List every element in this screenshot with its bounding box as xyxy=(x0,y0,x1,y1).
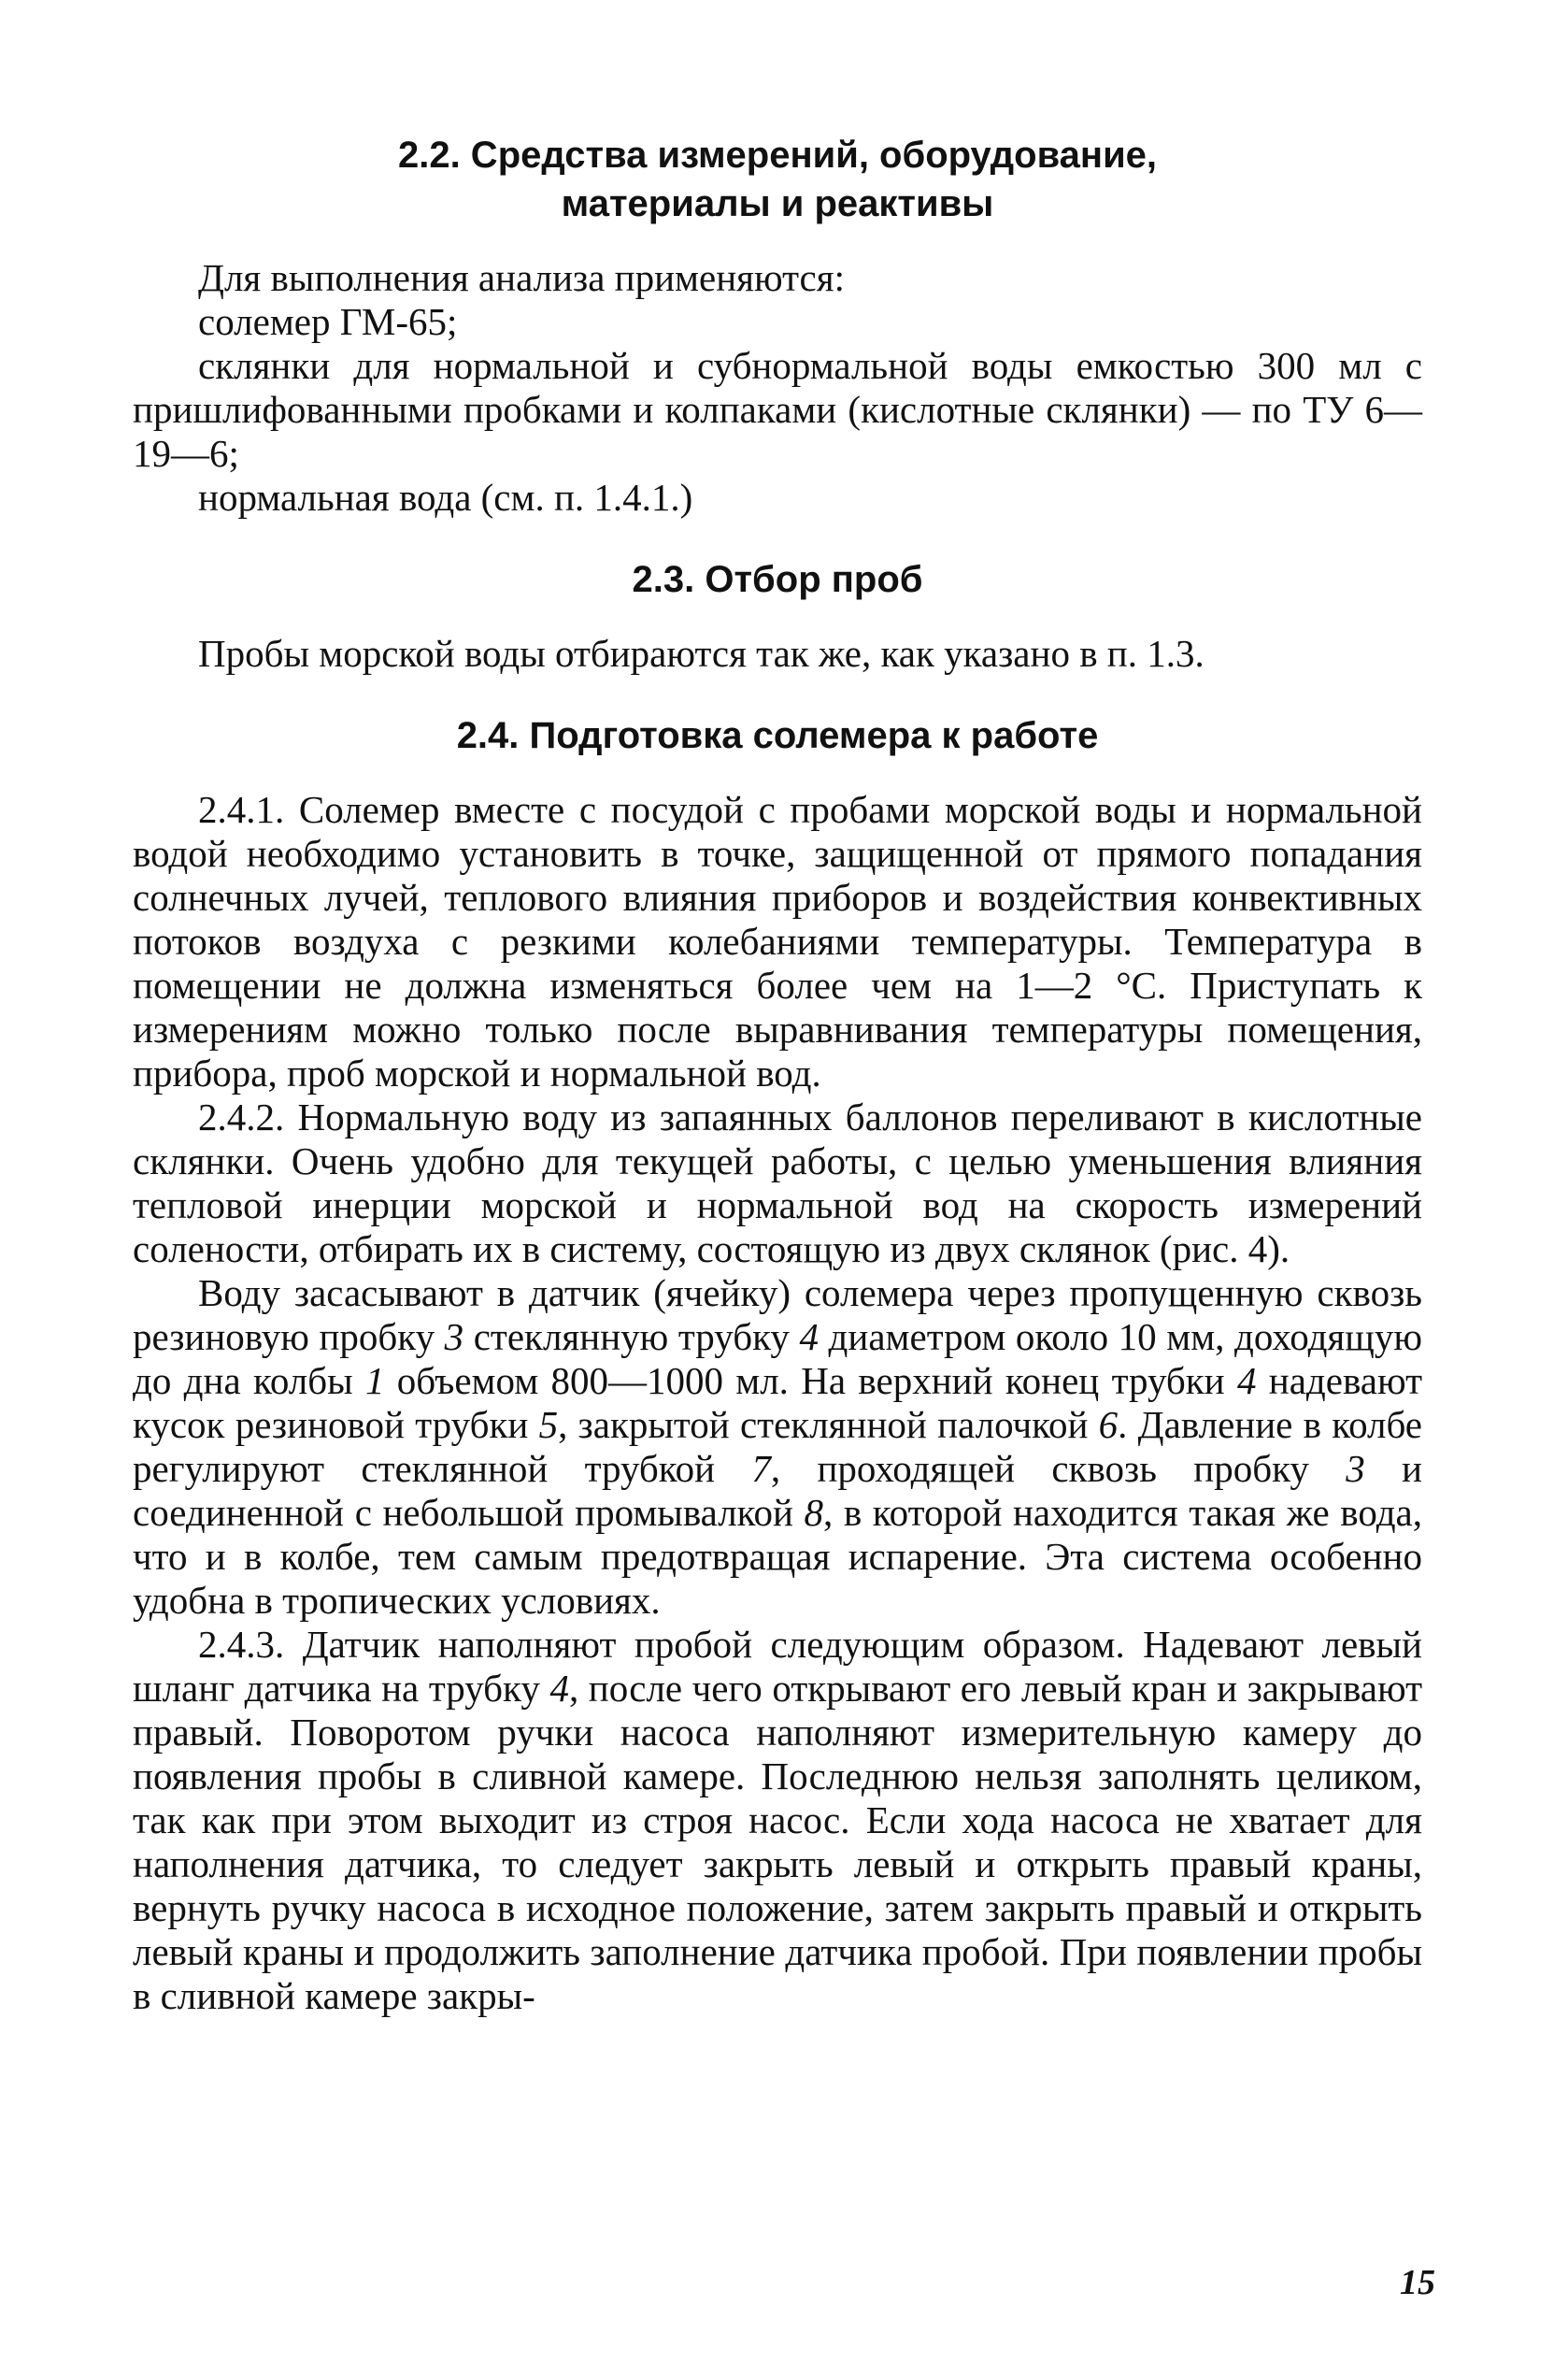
ref-number: 4 xyxy=(1236,1359,1257,1402)
section-2-2-heading-line1: 2.2. Средства измерений, оборудование, xyxy=(397,135,1158,176)
ref-number: 1 xyxy=(364,1359,385,1402)
section-2-2-heading-line2: материалы и реактивы xyxy=(561,183,994,224)
ref-number: 7 xyxy=(751,1447,771,1490)
section-2-3-text: Пробы морской воды отбираются так же, как указано в п. 1.3. xyxy=(198,632,1205,675)
section-2-4-heading: 2.4. Подготовка солемера к работе xyxy=(456,715,1099,756)
ref-number: 3 xyxy=(444,1315,464,1358)
section-2-2-intro: Для выполнения анализа применяются: xyxy=(198,256,845,299)
ref-number: 4 xyxy=(549,1667,569,1710)
paragraph-2-4-3: 2.4.3. Датчик наполняют пробой следующим образом. Надевают левый шланг датчика на трубку 4, после чего открывают его левый кран и закрывают правый. Поворотом ручки насоса наполняют измерительную камеру до появления пробы в сливной камере. Последнюю нельзя заполнять целиком, так как при этом выходит из строя насос. Если хода насоса не хватает для наполнения датчика, то следует закрыть левый и открыть правый краны, вернуть ручку насоса в исходное положение, затем закрыть правый и открыть левый краны и продолжить заполнение датчика пробой. При появлении пробы в сливной камере закры- xyxy=(133,1623,1422,2017)
equipment-item-normal-water: нормальная вода (см. п. 1.4.1.) xyxy=(198,476,693,519)
ref-number: 6 xyxy=(1098,1403,1119,1446)
ref-number: 3 xyxy=(1346,1447,1365,1490)
text-column xyxy=(133,131,1422,2018)
ref-number: 4 xyxy=(799,1315,819,1358)
section-2-3-heading: 2.3. Отбор проб xyxy=(632,559,923,600)
ref-number: 8 xyxy=(804,1491,824,1534)
page-number: 15 xyxy=(1400,2263,1435,2302)
ref-number: 5 xyxy=(538,1403,559,1446)
section-2-2-heading xyxy=(133,131,1422,228)
equipment-item-bottles: склянки для нормальной и субнормальной воды емкостью 300 мл с пришлифованными пробками и колпаками (кислотные склянки) — по ТУ 6—19—6; xyxy=(133,344,1422,475)
paragraph-2-4-1: 2.4.1. Солемер вместе с посудой с пробами морской воды и нормальной водой необходимо установить в точке, защищенной от прямого попадания солнечных лучей, теплового влияния приборов и воздействия конвективных потоков воздуха с резкими колебаниями температуры. Температура в помещении не должна изменяться более чем на 1—2 °С. Приступать к измерениям можно только после выравнивания температуры помещения, прибора, проб морской и нормальной вод. xyxy=(133,788,1422,1095)
equipment-item-salinometer: солемер ГМ-65; xyxy=(198,300,458,343)
paragraph-water-intake: Воду засасывают в датчик (ячейку) солемера через пропущенную сквозь резиновую пробку 3 стеклянную трубку 4 диаметром около 10 мм, доходящую до дна колбы 1 объемом 800—1000 мл. На верхний конец трубки 4 надевают кусок резиновой трубки 5, закрытой стеклянной палочкой 6. Давление в колбе регулируют стеклянной трубкой 7, проходящей сквозь пробку 3 и соединенной с небольшой промывалкой 8, в которой находится такая же вода, что и в колбе, тем самым предотвращая испарение. Эта система особенно удобна в тропических условиях. xyxy=(133,1271,1423,1622)
paragraph-2-4-2: 2.4.2. Нормальную воду из запаянных баллонов переливают в кислотные склянки. Очень удобно для текущей работы, с целью уменьшения влияния тепловой инерции морской и нормальной вод на скорость измерений солености, отбирать их в систему, состоящую из двух склянок (рис. 4). xyxy=(133,1096,1422,1270)
